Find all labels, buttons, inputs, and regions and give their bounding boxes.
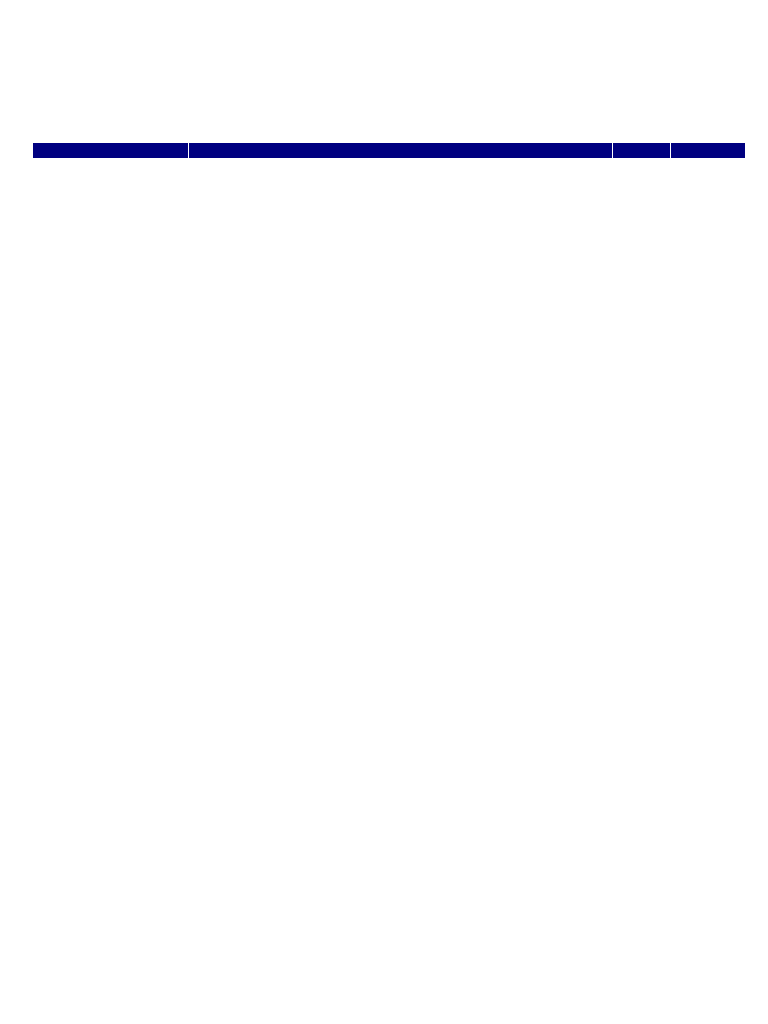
- header-descripcion: [188, 143, 612, 158]
- table-header: [33, 143, 745, 158]
- header-kapan: [670, 143, 745, 158]
- addie-table: [33, 143, 745, 943]
- header-siapa: [612, 143, 670, 158]
- header-tugas: [33, 143, 188, 158]
